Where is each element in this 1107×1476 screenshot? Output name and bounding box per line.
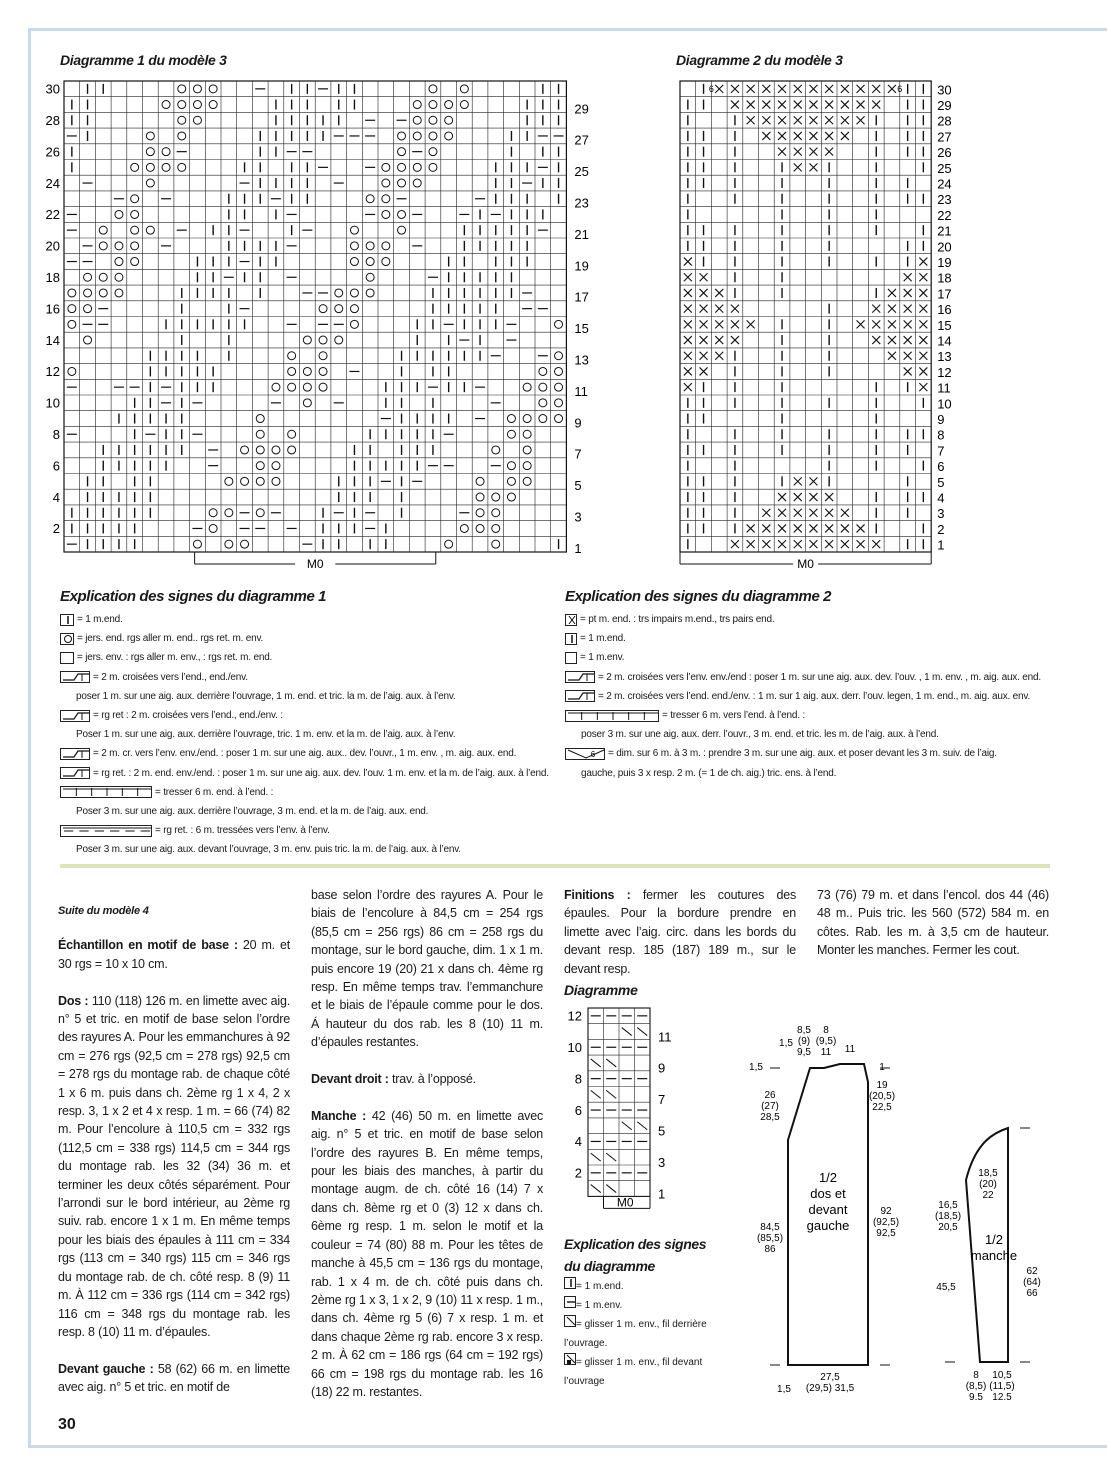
body-label: devant (808, 1202, 848, 1217)
legend-item (60, 648, 580, 667)
diagram2-row-label: 18 (937, 270, 952, 286)
small-diagram-m0-label: M0 (616, 1195, 634, 1210)
body-label: 1/2 (818, 1170, 838, 1185)
small-diagram-row-label-left: 2 (574, 1165, 582, 1181)
dim-sleeve-bottom-1: (8,5) (965, 1381, 987, 1392)
text-paragraph (58, 1360, 290, 1397)
text-paragraph-heading: Finitions : (564, 888, 631, 902)
legend-item-text: = rg ret : 2 m. croisées vers l’end., end./env. : (93, 710, 283, 722)
diagram1-title: Diagramme 1 du modèle 3 (60, 52, 227, 68)
dim-sleeve-top: 22 (982, 1190, 994, 1201)
dim-body-left: 84,5 (760, 1222, 780, 1233)
schematic (740, 1020, 1070, 1400)
dim-neck-2: (9,5) (815, 1036, 837, 1047)
diagram1-row-label-left: 14 (45, 332, 60, 348)
diagram2-row-labels (937, 82, 951, 552)
text-paragraph-body: 110 (118) 126 m. en limette avec aig. n° 5 et tric. en motif de base selon l’ordre des rayures A. Pour les emmanchures à 92 cm = 276 rgs (92,5 cm = 278 rgs) 92,5 cm = 278 rgs du montage rab. de chaque côté 1 x 6 m. puis dans ch. 2ème rg 1 x 4, 2 x resp. 3, 1 x 2 et 4 x resp. 1 m. = 66 (74) 82 m. Pour l’encolure à 110,5 cm = 332 rgs (112,5 cm = 338 rgs) 114,5 cm = 344 rgs du montage rab. les 32 (34) 36 m. et terminer les deux côtés séparément. Pour l’arrondi sur le bord intérieur, au 2ème rg suiv. rab. encore 1 x 1 m. En même temps pour les biais des épaules à 111 cm = 334 rgs (113 cm = 340 rgs) 115 cm = 346 rgs du montage rab. de ch. côté resp. 8 (9) 11 m. À 112 cm = 336 rgs (114 cm = 342 rgs) 116 cm = 348 rgs du montage rab. les resp. 8 (10) 11 m. d’épaules. (58, 993, 290, 1339)
diagram1-row-label-right: 11 (574, 383, 588, 399)
small-diagram-title: Diagramme (564, 982, 638, 998)
text-paragraph-heading: Devant gauche : (58, 1361, 154, 1376)
small-legend (564, 1277, 754, 1391)
diagram1-row-label-right: 13 (574, 352, 589, 368)
text-paragraph (58, 992, 290, 1342)
diagram1-row-label-left: 28 (45, 112, 60, 128)
legend-item (60, 783, 580, 802)
diagram1-row-label-left: 30 (45, 81, 60, 97)
legend-item-subtext: l’ouvrage (564, 1376, 605, 1387)
small-diagram-row-label-left: 8 (574, 1071, 582, 1087)
legend-item-subtext: Poser 3 m. sur une aig. aux. derrière l’ouvrage, 3 m. end. et la m. de l’aig. aux. end. (76, 806, 429, 818)
legend-symbol-icon (60, 748, 90, 760)
text-paragraph-heading: Échantillon en motif de base : (58, 938, 238, 953)
dim-body-right: 92 (880, 1206, 892, 1217)
dim-neck-2: 11 (820, 1047, 832, 1058)
diagram2-row-label: 15 (937, 317, 952, 333)
diagram2-row-label: 25 (937, 160, 952, 176)
legend-item (564, 1353, 754, 1372)
legend-item (565, 610, 1065, 629)
legend-item (565, 744, 1065, 763)
legend-item-subtext: Poser 3 m. sur une aig. aux. devant l’ouvrage, 3 m. env. puis tric. la m. de l’aig. aux. à l’env. (76, 844, 461, 856)
legend-item (60, 744, 580, 763)
legend-symbol-icon (60, 633, 74, 645)
diagram1-row-label-right: 29 (574, 101, 589, 117)
dim-bottom-left: 1,5 (777, 1384, 791, 1395)
legend-symbol-icon (60, 825, 152, 837)
diagram1-row-label-right: 17 (574, 289, 589, 305)
dim-sleeve-bottom-2: (11,5) (989, 1381, 1015, 1392)
small-diagram-row-label-right: 11 (658, 1029, 672, 1045)
legend-item-text: = tresser 6 m. vers l’end. à l’end. : (662, 710, 805, 722)
legend-symbol-icon (564, 1315, 576, 1327)
diagram2-row-label: 20 (937, 239, 952, 255)
diagram1-row-label-right: 9 (574, 415, 582, 431)
diagram1-row-label-left: 26 (45, 144, 60, 160)
legend-item (564, 1296, 754, 1315)
diagram1-chart (36, 78, 596, 578)
text-column-2 (311, 886, 543, 1420)
dim-body-left: 86 (764, 1244, 776, 1255)
svg-text:6: 6 (590, 750, 596, 760)
diagram2-dec-mark: 6 (897, 84, 903, 94)
schematic-svg (740, 1020, 1070, 1400)
sleeve-label: manche (970, 1248, 1018, 1263)
dim-neck-1: 8,5 (797, 1025, 811, 1036)
legend-item-text: = rg ret. : 6 m. tressées vers l’env. à l’env. (155, 825, 330, 837)
legend-symbol-icon (564, 1277, 576, 1289)
diagram1-row-label-left: 16 (45, 301, 60, 317)
diagram1-row-label-right: 7 (574, 446, 582, 462)
small-diagram-row-label-right: 7 (658, 1092, 666, 1108)
diagram1-row-label-right: 15 (574, 321, 589, 337)
dim-sleeve-top: (20) (979, 1179, 997, 1190)
dim-right-19: 22,5 (872, 1102, 892, 1113)
legend-symbol-icon (564, 1353, 576, 1365)
small-diagram-chart (560, 1004, 690, 1216)
legend1-title: Explication des signes du diagramme 1 (60, 588, 327, 605)
small-legend-title-2: du diagramme (564, 1258, 655, 1274)
legend-symbol-icon (565, 614, 577, 626)
dim-sleeve-cap: (18,5) (934, 1211, 962, 1222)
legend2 (565, 610, 1065, 783)
section-divider (60, 864, 1050, 868)
diagram2-row-label: 11 (937, 380, 951, 396)
diagram2-row-label: 9 (937, 412, 945, 428)
legend-item (60, 706, 580, 725)
diagram2-row-label: 13 (937, 349, 952, 365)
diagram2-row-label: 19 (937, 255, 952, 271)
legend-item (564, 1277, 754, 1296)
legend-item-subtext: poser 1 m. sur une aig. aux. derrière l’ouvrage, 1 m. end. et tric. la m. de l’aig. aux. à l’env. (76, 690, 456, 702)
text-paragraph-body: base selon l’ordre des rayures A. Pour le biais de l’encolure à 84,5 cm = 254 rgs (85,5 cm = 256 rgs) 86 cm = 258 rgs du montage, sur le bord gauche, dim. 1 x 1 m. puis encore 19 (20) 21 x dans ch. 4ème rg resp. En même temps trav. l’emmanchure et le biais de l’épaule comme pour le dos. Á hauteur du dos rab. les 8 (10) 11 m. d’épaules restantes. (311, 888, 543, 1050)
diagram1-row-label-right: 21 (574, 226, 589, 242)
dim-right-19: 19 (876, 1080, 888, 1091)
text-column-1 (58, 902, 290, 1415)
dim-body-right: 92,5 (876, 1228, 896, 1239)
legend-symbol-icon (60, 786, 152, 798)
legend-item (60, 764, 580, 783)
legend-symbol-icon (60, 767, 90, 779)
small-diagram-row-label-right: 3 (658, 1154, 666, 1170)
legend-item-subtext: gauche, puis 3 x resp. 2 m. (= 1 de ch. aig.) tric. ens. à l’end. (581, 767, 837, 779)
text-paragraph (311, 1107, 543, 1402)
small-diagram-row-label-left: 6 (574, 1102, 582, 1118)
diagram2-svg (676, 78, 966, 578)
diagram1-row-label-right: 3 (574, 509, 582, 525)
diagram1-row-label-left: 24 (45, 175, 60, 191)
legend-item-text: = dim. sur 6 m. à 3 m. : prendre 3 m. sur une aig. aux. et poser devant les 3 m. suiv. de l’aig. (608, 748, 997, 760)
legend-item-text: = 1 m.env. (576, 1300, 623, 1311)
text-paragraph-body: 58 (62) 66 m. en limette avec aig. n° 5 et tric. en motif de (58, 1361, 290, 1395)
diagram2-row-label: 10 (937, 396, 952, 412)
diagram2-row-label: 5 (937, 474, 945, 490)
dim-sleeve-right: (64) (1023, 1277, 1041, 1288)
text-paragraph (817, 886, 1049, 960)
small-diagram-row-label-left: 12 (567, 1008, 582, 1024)
text-paragraph-body: trav. à l’opposé. (388, 1072, 476, 1087)
diagram2-row-label: 27 (937, 129, 952, 145)
small-diagram-row-label-right: 9 (658, 1060, 666, 1076)
diagram1-row-label-right: 27 (574, 132, 589, 148)
dim-bottom-2: (29,5) 31,5 (805, 1383, 855, 1394)
legend-item (565, 629, 1065, 648)
diagram1-row-label-left: 20 (45, 238, 60, 254)
legend-item-text: = 1 m.end. (576, 1281, 624, 1292)
diagram2-row-label: 17 (937, 286, 952, 302)
legend-item-subtext: poser 3 m. sur une aig. aux. derr. l’ouvr., 3 m. end. et tric. les m. de l’aig. aux. à l’end. (581, 729, 939, 741)
dim-body-right: (92,5) (872, 1217, 900, 1228)
legend-item (60, 668, 580, 687)
legend-symbol-icon (564, 1296, 576, 1308)
diagram1-row-label-left: 22 (45, 207, 60, 223)
dim-bottom: 27,5 (820, 1372, 840, 1383)
dim-sleeve-cap: 16,5 (938, 1200, 958, 1211)
diagram2-row-label: 2 (937, 521, 945, 537)
body-label: dos et (810, 1186, 846, 1201)
legend-symbol-icon (565, 652, 577, 664)
diagram2-row-label: 6 (937, 459, 945, 475)
dim-right-1: 1 (879, 1062, 885, 1073)
legend-item-text: = 1 m.end. (77, 614, 123, 625)
legend1 (60, 610, 580, 860)
diagram2-row-label: 26 (937, 145, 952, 161)
legend-item-text: = glisser 1 m. env., fil devant (576, 1357, 703, 1368)
text-paragraph-body: 20 m. et 30 rgs = 10 x 10 cm. (58, 938, 290, 971)
diagram2-row-label: 4 (937, 490, 945, 506)
dim-neck-1: 9,5 (797, 1047, 811, 1058)
sleeve-label: 1/2 (984, 1232, 1004, 1247)
dim-left-1-5b: 1,5 (749, 1062, 763, 1073)
diagram2-row-label: 29 (937, 98, 952, 114)
diagram2-row-label: 23 (937, 192, 952, 208)
legend-item (60, 610, 580, 629)
dim-shoulder-side: 28,5 (760, 1112, 780, 1123)
legend-item (564, 1315, 754, 1334)
legend-item (565, 668, 1065, 687)
legend-item-text: = pt m. end. : trs impairs m.end., trs pairs end. (580, 614, 775, 625)
dim-neck-1: (9) (797, 1036, 811, 1047)
dim-neck-2: 8 (823, 1025, 829, 1036)
diagram1-row-label-left: 18 (45, 269, 60, 285)
text-paragraph-body: 42 (46) 50 m. en limette avec aig. n° 5 et tric. en motif de base selon l’ordre des rayures B. En même temps, pour les biais des manches, à partir du montage augm. de ch. côté 16 (14) 7 x dans ch. 8ème rg et 0 (3) 12 x dans ch. 6ème rg resp. 1 m. selon le motif et la couleur = 74 (80) 88 m. Pour les têtes de manche à 45,5 cm = 136 rgs du montage, rab. 1 x 4 m. de ch. côté puis dans ch. 2ème rg 1 x 3, 1 x 2, 9 (10) 11 x resp. 1 m., dans ch. 4ème rg 5 (6) 7 x resp. 1 m. et dans chaque 2ème rg rab. encore 3 x resp. 2 m. À 62 cm = 186 rgs (64 cm = 192 rgs) 66 cm = 198 rgs du montage rab. les 16 (18) 22 m. restantes. (311, 1108, 544, 1399)
legend-item-text: = jers. env. : rgs aller m. env., : rgs ret. m. end. (77, 652, 273, 664)
diagram1-row-label-left: 12 (45, 364, 60, 380)
legend-item-subtext: Poser 1 m. sur une aig. aux. derrière l’ouvrage, tric. 1 m. env. et la m. de l’aig. aux. à l’env. (76, 729, 456, 741)
page-number: 30 (58, 1416, 76, 1433)
dim-sleeve-top: 18,5 (978, 1168, 998, 1179)
legend-item (565, 687, 1065, 706)
diagram1-row-label-right: 5 (574, 478, 582, 494)
dim-sleeve-bottom-1: 8 (973, 1370, 979, 1381)
dim-right-19: (20,5) (868, 1091, 896, 1102)
diagram2-m0-label: M0 (797, 557, 814, 571)
legend-symbol-icon (60, 614, 74, 626)
diagram1-row-label-left: 6 (52, 458, 60, 474)
small-legend-title-1: Explication des signes (564, 1236, 707, 1252)
legend-item-text: = 2 m. croisées vers l’env. env./end : poser 1 m. sur une aig. aux. dev. l’ouv. , 1 m. env. , m. aig. aux. end. (598, 671, 1041, 683)
small-diagram-row-label-left: 10 (567, 1039, 582, 1055)
diagram2-row-label: 16 (937, 302, 952, 318)
diagram1-m0-label: M0 (306, 557, 324, 571)
diagram2-chart (676, 78, 966, 578)
dim-sleeve-45-5: 45,5 (936, 1282, 956, 1293)
diagram2-row-label: 14 (937, 333, 952, 349)
legend-item (565, 706, 1065, 725)
diagram2-grid (680, 81, 931, 552)
small-diagram-svg (560, 1004, 690, 1216)
diagram2-row-label: 28 (937, 113, 952, 129)
legend-symbol-icon (565, 671, 595, 683)
diagram2-row-label: 3 (937, 506, 945, 522)
text-paragraph-heading: Manche : (311, 1108, 367, 1123)
diagram1-row-label-right: 25 (574, 164, 589, 180)
dim-sleeve-right: 62 (1026, 1266, 1038, 1277)
diagram1-svg (36, 78, 596, 578)
diagram2-row-label: 30 (937, 82, 952, 98)
dim-sleeve-bottom-1: 9,5 (969, 1392, 983, 1400)
dim-sleeve-cap: 20,5 (938, 1222, 958, 1233)
legend-symbol-icon (60, 710, 90, 722)
diagram1-grid (64, 81, 566, 552)
dim-left-1-5: 1,5 (779, 1038, 793, 1049)
text-column-4 (817, 886, 1049, 978)
text-paragraph: Suite du modèle 4 (58, 905, 149, 917)
legend-item-text: = 2 m. croisées vers l’end., end./env. (93, 671, 248, 683)
diagram2-dec-mark: 6 (708, 84, 714, 94)
dim-eleven: 11 (844, 1044, 856, 1055)
text-paragraph-heading: Devant droit : (311, 1072, 389, 1087)
small-diagram-row-label-right: 1 (658, 1186, 666, 1202)
diagram2-row-label: 21 (937, 223, 952, 239)
legend-symbol-icon (60, 652, 74, 664)
diagram2-row-label: 12 (937, 364, 952, 380)
legend2-title: Explication des signes du diagramme 2 (565, 588, 832, 605)
diagram1-row-label-right: 23 (574, 195, 589, 211)
legend-item-text: = jers. end. rgs aller m. end.. rgs ret. m. env. (77, 633, 264, 645)
legend-item-text: = 2 m. cr. vers l’env. env./end. : poser 1 m. sur une aig. aux.. dev. l’ouvr., 1 m. env. , m. aig. aux. end. (93, 748, 517, 760)
legend-item-text: = tresser 6 m. end. à l’end. : (155, 786, 274, 798)
text-paragraph (311, 1070, 543, 1088)
legend-item-text: = rg ret. : 2 m. end. env./end. : poser 1 m. sur une aig. aux. dev. l’ouv. 1 m. env. et la m. de l’aig. aux. à l’end. (93, 767, 549, 779)
diagram2-row-label: 1 (937, 537, 945, 553)
legend-item (565, 648, 1065, 667)
text-paragraph (564, 886, 796, 978)
text-paragraph-heading: Dos : (58, 993, 89, 1008)
legend-item-subtext: l’ouvrage. (564, 1338, 608, 1349)
legend-item (60, 629, 580, 648)
text-column-3 (564, 886, 796, 996)
diagram1-row-label-left: 8 (52, 426, 60, 442)
text-paragraph (58, 936, 290, 973)
diagram1-row-label-left: 10 (45, 395, 60, 411)
dim-body-left: (85,5) (756, 1233, 784, 1244)
diagram1-row-label-right: 19 (574, 258, 589, 274)
legend-item-text: = 2 m. croisées vers l’end. end./env. : 1 m. sur 1 aig. aux. derr. l’ouv. legen, 1 m. end., m. aig. aux. env. (598, 690, 1031, 702)
small-diagram-row-label-left: 4 (574, 1134, 582, 1150)
dim-shoulder-side: 26 (764, 1090, 776, 1101)
diagram2-row-label: 22 (937, 207, 952, 223)
diagram1-row-label-right: 1 (574, 540, 582, 556)
body-label: gauche (806, 1218, 850, 1233)
legend-symbol-icon (60, 671, 90, 683)
legend-item-text: = glisser 1 m. env., fil derrière (576, 1319, 707, 1330)
legend-item (60, 821, 580, 840)
dim-sleeve-bottom-2: 12,5 (992, 1392, 1012, 1400)
diagram2-title: Diagramme 2 du modèle 3 (676, 52, 843, 68)
legend-item-text: = 1 m.env. (580, 652, 625, 664)
legend-symbol-icon (565, 690, 595, 702)
diagram2-row-label: 8 (937, 427, 945, 443)
small-diagram-grid (588, 1008, 650, 1196)
diagram1-row-label-left: 2 (52, 521, 60, 537)
legend-item-text: = 1 m.end. (580, 633, 626, 645)
small-diagram-row-label-right: 5 (658, 1123, 666, 1139)
dim-sleeve-right: 66 (1026, 1288, 1038, 1299)
text-paragraph (311, 886, 543, 1052)
diagram1-row-label-left: 4 (52, 489, 60, 505)
legend-symbol-icon (565, 633, 577, 645)
diagram2-row-label: 24 (937, 176, 952, 192)
text-paragraph-body: fermer les coutures des épaules. Pour la bordure prendre en limette avec l’aig. circ. dans les bords du devant resp. 185 (187) 189 m., sur le devant resp. (564, 888, 796, 976)
text-paragraph-body: 73 (76) 79 m. et dans l’encol. dos 44 (46) 48 m.. Puis tric. les 560 (572) 584 m. en côtes. Rab. les m. à 3,5 cm de hauteur. Monter les manches. Fermer les cout. (817, 888, 1049, 958)
dim-shoulder-side: (27) (761, 1101, 779, 1112)
legend-symbol-icon (565, 710, 659, 722)
diagram2-row-label: 7 (937, 443, 945, 459)
dim-sleeve-bottom-2: 10,5 (992, 1370, 1012, 1381)
legend-symbol-icon (565, 748, 605, 760)
